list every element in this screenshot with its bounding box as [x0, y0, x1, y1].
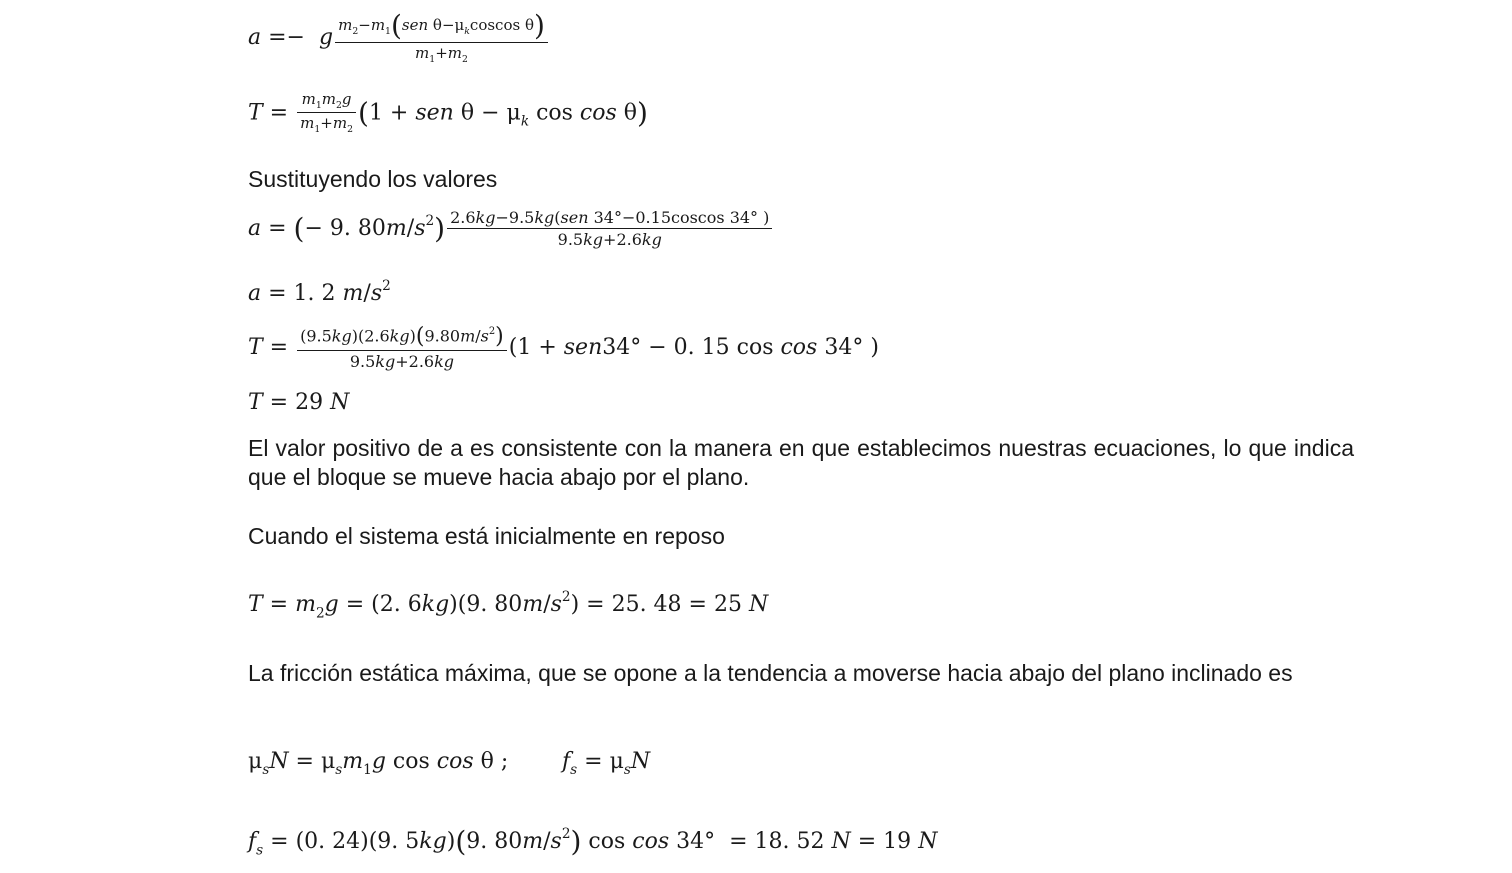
paragraph-positive-value: El valor positivo de a es consistente con la manera en que establecimos nuestras ecuaciones, lo que indica que el bloque se mueve hacia abajo por el plano.	[248, 435, 1354, 490]
equation-tension-substituted: T = $\frac{(9.5kg)(2.6kg)(9.80m/s^2)}{9.5kg+2.6kg}$ (1 + sen34° − 0. 15 cos cos 34° )	[248, 324, 879, 371]
paragraph-static-friction: La fricción estática máxima, que se opone a la tendencia a moverse hacia abajo del plano inclinado es	[248, 660, 1293, 686]
equation-acceleration-formula: a =− g $\frac{m_2-m_1(sen \theta-\mu_kcoscos \theta)}{m_1+m_2}$	[248, 12, 550, 64]
equation-static-friction-definition: $f_s = \mu_sN$	[562, 749, 651, 779]
equation-static-friction-result: $f_s = (0$. 24)(9. 5kg)(9. $80m/s^2$) cos cos 34° = 18. 52 N = 19 N	[248, 825, 938, 859]
equation-tension-at-rest: $T = m_2g = (2$. 6kg)(9. $80m/s^2) = 25$. 48 = 25 N	[248, 589, 769, 622]
equation-acceleration-result: a = 1. 2 $m/s^2$	[248, 278, 391, 307]
paragraph-substituting: Sustituyendo los valores	[248, 166, 498, 192]
paragraph-at-rest: Cuando el sistema está inicialmente en reposo	[248, 523, 725, 549]
equation-normal-friction: $\mu_sN = \mu_sm_1g$ cos cos θ ;	[248, 749, 509, 779]
equation-tension-result: T = 29 N	[248, 390, 350, 415]
equation-acceleration-substituted: a = (− 9. $80m/s^2$) $\frac{\text{2.6kg−9.5kg(sen 34°−0.15coscos 34° )}}{9.5kg+2.6kg}$	[248, 210, 774, 248]
equation-tension-formula: T = $\frac{m_1m_2g}{m_1+m_2}$ (1 + sen $\theta - \mu_k$ cos cos θ)	[248, 90, 648, 136]
